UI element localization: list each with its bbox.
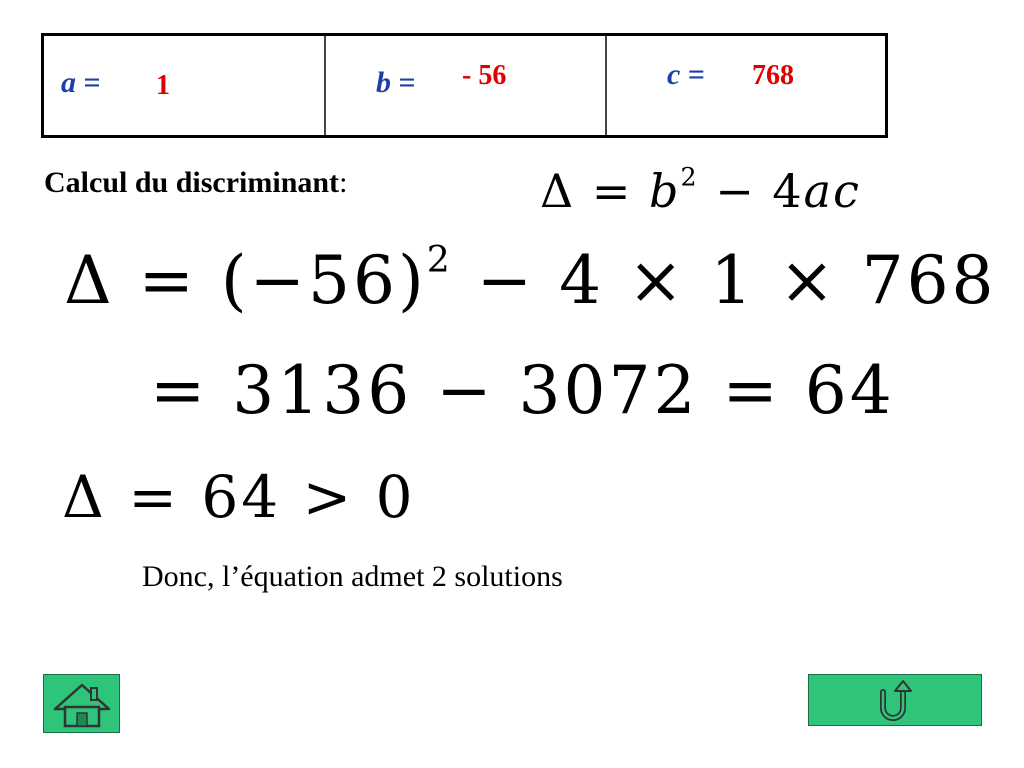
coef-a-value: 1 <box>156 70 170 101</box>
house-icon <box>51 679 113 729</box>
discriminant-heading <box>44 166 347 200</box>
coef-b-label: b = <box>376 66 416 99</box>
discriminant-definition: $\Delta = b^2 - 4ac$ <box>540 162 861 218</box>
coef-c-label: c = <box>667 58 705 91</box>
u-turn-arrow-icon <box>873 678 917 722</box>
coef-cell-c <box>607 36 885 135</box>
heading-colon: : <box>339 166 348 199</box>
discriminant-computation: = 3136 − 3072 = 64 <box>150 352 895 429</box>
conclusion-text: Donc, l’équation admet 2 solutions <box>142 560 563 593</box>
coef-b-value: - 56 <box>462 60 507 91</box>
return-button[interactable] <box>808 674 982 726</box>
coef-cell-b <box>326 36 607 135</box>
discriminant-result: Δ = 64 > 0 <box>62 463 416 531</box>
coefficients-table <box>41 33 888 138</box>
coef-c-value: 768 <box>752 60 794 91</box>
home-button[interactable] <box>43 674 120 733</box>
coef-a-label: a = <box>61 66 101 99</box>
heading-text: Calcul du discriminant <box>44 166 340 199</box>
coef-cell-a <box>44 36 326 135</box>
discriminant-substitution: $\Delta = (-56)^2 - 4 \times 1 \times 768$ <box>64 238 997 319</box>
